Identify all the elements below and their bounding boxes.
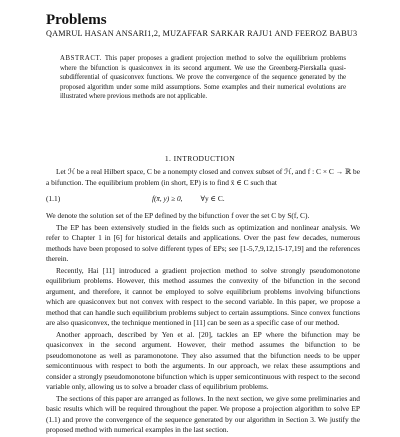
introduction-body (46, 167, 360, 437)
abstract-label: ABSTRACT. (60, 55, 103, 62)
equation-1-1 (46, 191, 360, 208)
intro-paragraph-4: Recently, Hai [11] introduced a gradient projection method to solve strongly pseudomonotone equilibrium problems. However, this method assumes the convexity of the bifunction in the second argument, and therefore, it cannot be employed to solve equilibrium problems involving bifunctions which are quasiconvex but not convex with respect to the second variable. In this paper, we propose a method that can handle such equilibrium problems subject to certain assumptions. Since convex functions are also quasiconvex, the technique mentioned in [11] can be seen as a specific case of our method. (46, 265, 360, 327)
abstract-text: This paper proposes a gradient projection method to solve the equilibrium problems where the bifunction is quasiconvex in its second argument. We use the Greenberg-Pierskalla quasi-subdifferential of quasiconvex functions. We prove the convergence of the sequence generated by the proposed algorithm under some mild assumptions. Some examples and their numerical evolutions are illustrated where previous methods are not applicable. (60, 55, 347, 100)
intro-paragraph-5: Another approach, described by Yen et al. [20], tackles an EP where the bifunction may be quasiconvex in the second argument. However, their method assumes the bifunction to be pseudomonotone as well as paramonotone. They also assumed that the bifunction needs to be upper semicontinuous with respect to both the arguments. In our approach, we relax these assumptions and consider a strongly pseudomonotone bifunction which is upper semicontinuous with respect to the second variable only, allowing us to solve a broader class of equilibrium problems. (46, 329, 360, 391)
equation-lhs: f(x̄, y) ≥ 0, (152, 194, 183, 203)
paper-title (46, 0, 107, 29)
intro-paragraph-1: Let ℋ be a real Hilbert space, C be a nonempty closed and convex subset of ℋ, and f : C × C → ℝ be a bifunction. The equilibrium problem (in short, EP) is to find x̄ ∈ C such that (46, 167, 360, 187)
author-list: QAMRUL HASAN ANSARI1,2, MUZAFFAR SARKAR RAJU1 AND FEEROZ BABU3 (46, 29, 358, 38)
equation-body (152, 194, 225, 205)
intro-paragraph-3: The EP has been extensively studied in the fields such as optimization and nonlinear analysis. We refer to Chapter 1 in [6] for historical details and applications. Over the past few decades, numerous methods have been proposed to solve different types of EPs; see [1-5,7,9,12,15-17,19] and the references therein. (46, 222, 360, 263)
equation-quantifier: ∀y ∈ C. (200, 194, 225, 203)
intro-paragraph-6: The sections of this paper are arranged as follows. In the next section, we give some preliminaries and basic results which will be required throughout the paper. We propose a projection algorithm to solve EP (1.1) and prove the convergence of the sequence generated by our algorithm in Section 3. We justify the proposed method with numerical examples in the last section. (46, 393, 360, 434)
section-heading-introduction: 1. INTRODUCTION (164, 154, 236, 163)
paper-title-line-2: Problems (46, 12, 107, 28)
equation-number: (1.1) (46, 194, 61, 203)
abstract (60, 54, 346, 102)
intro-paragraph-2: We denote the solution set of the EP defined by the bifunction f over the set C by S(f, C). (46, 211, 310, 220)
